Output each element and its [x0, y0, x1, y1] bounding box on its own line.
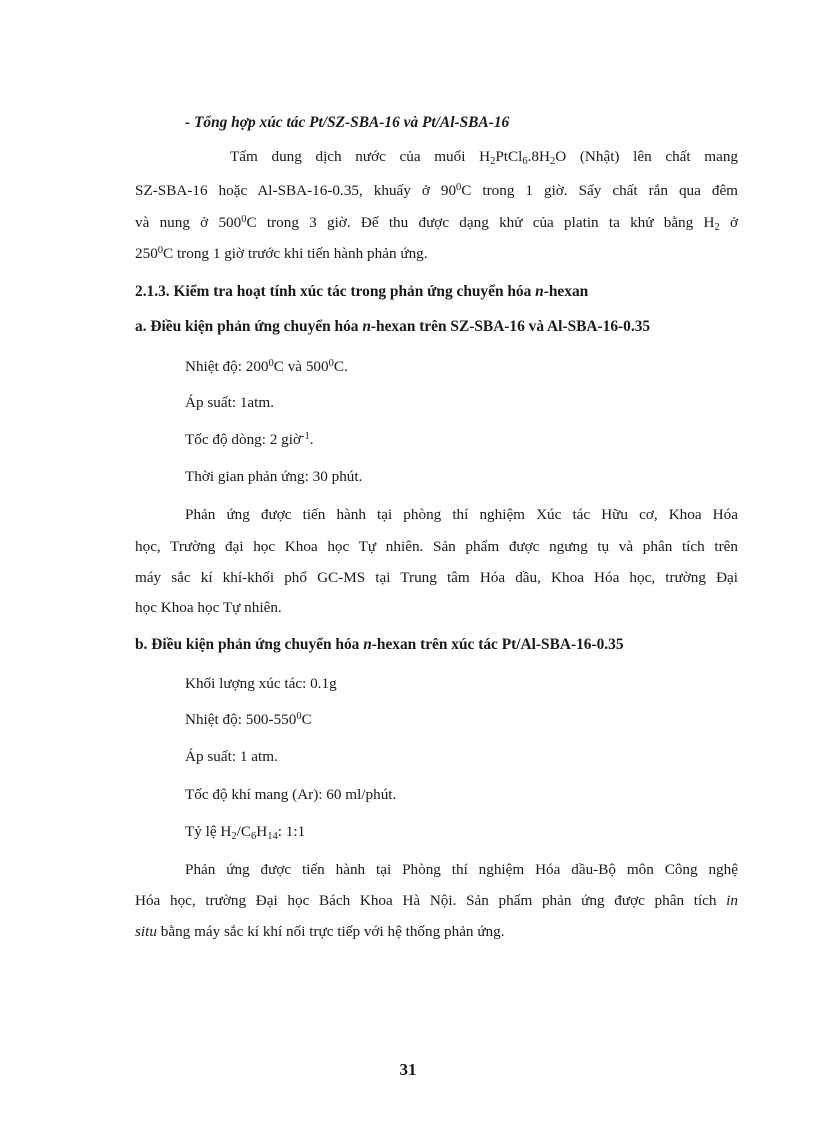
paragraph-line: máy sắc kí khí-khối phổ GC-MS tại Trung tâm Hóa dầu, Khoa Hóa học, trường Đại [135, 569, 738, 586]
section-heading-2-1-3: 2.1.3. Kiểm tra hoạt tính xúc tác trong phản ứng chuyển hóa n-hexan [135, 283, 589, 300]
paragraph-line: $250^0C$ trong 1 giờ trước khi tiến hành phản ứng. [135, 245, 428, 262]
subheading-pt-synthesis: - Tổng hợp xúc tác Pt/SZ-SBA-16 và Pt/Al-SBA-16 [185, 114, 510, 131]
section-heading-a: a. Điều kiện phản ứng chuyển hóa n-hexan trên SZ-SBA-16 và Al-SBA-16-0.35 [135, 318, 651, 335]
paragraph-line: học Khoa học Tự nhiên. [135, 599, 282, 616]
paragraph-line: và nung ở $500^0C$ trong 3 giờ. Để thu được dạng khử của platin ta khử bằng $H_2$ ở [135, 214, 738, 233]
condition-pressure: Áp suất: 1 atm. [185, 748, 278, 765]
page-number: 31 [399, 1060, 417, 1079]
condition-carrier-gas: Tốc độ khí mang (Ar): 60 ml/phút. [185, 786, 397, 803]
condition-temperature: Nhiệt độ: $500-550^0C$ [185, 711, 312, 728]
condition-reaction-time: Thời gian phản ứng: 30 phút. [185, 468, 363, 485]
condition-ratio: Tỷ lệ $H_2/C_6H_{14}$: 1:1 [185, 823, 306, 842]
paragraph-line: học, Trường đại học Khoa học Tự nhiên. Sản phẩm được ngưng tụ và phân tích trên [135, 538, 738, 555]
paragraph-line: Tẩm dung dịch nước của muối $H_2PtCl_6.8H_2O$ (Nhật) lên chất mang [230, 148, 739, 167]
paragraph-line: Phản ứng được tiến hành tại phòng thí nghiệm Xúc tác Hữu cơ, Khoa Hóa [185, 506, 738, 523]
paragraph-line: Hóa học, trường Đại học Bách Khoa Hà Nội. Sản phẩm phản ứng được phân tích in [135, 892, 738, 909]
condition-flow-rate: Tốc độ dòng: 2 giờ$^{-1}$. [185, 431, 314, 448]
paragraph-line: Phản ứng được tiến hành tại Phòng thí nghiệm Hóa dầu-Bộ môn Công nghệ [185, 861, 738, 878]
paragraph-line: situ bằng máy sắc kí khí nối trực tiếp với hệ thống phản ứng. [135, 923, 505, 940]
condition-catalyst-mass: Khối lượng xúc tác: 0.1g [185, 675, 337, 692]
condition-temperature: Nhiệt độ: $200^0C$ và $500^0C$. [185, 358, 348, 375]
condition-pressure: Áp suất: 1atm. [185, 394, 275, 411]
paragraph-line: SZ-SBA-16 hoặc Al-SBA-16-0.35, khuấy ở $90^0C$ trong 1 giờ. Sấy chất rắn qua đêm [135, 182, 738, 199]
section-heading-b: b. Điều kiện phản ứng chuyển hóa n-hexan trên xúc tác Pt/Al-SBA-16-0.35 [135, 636, 624, 653]
